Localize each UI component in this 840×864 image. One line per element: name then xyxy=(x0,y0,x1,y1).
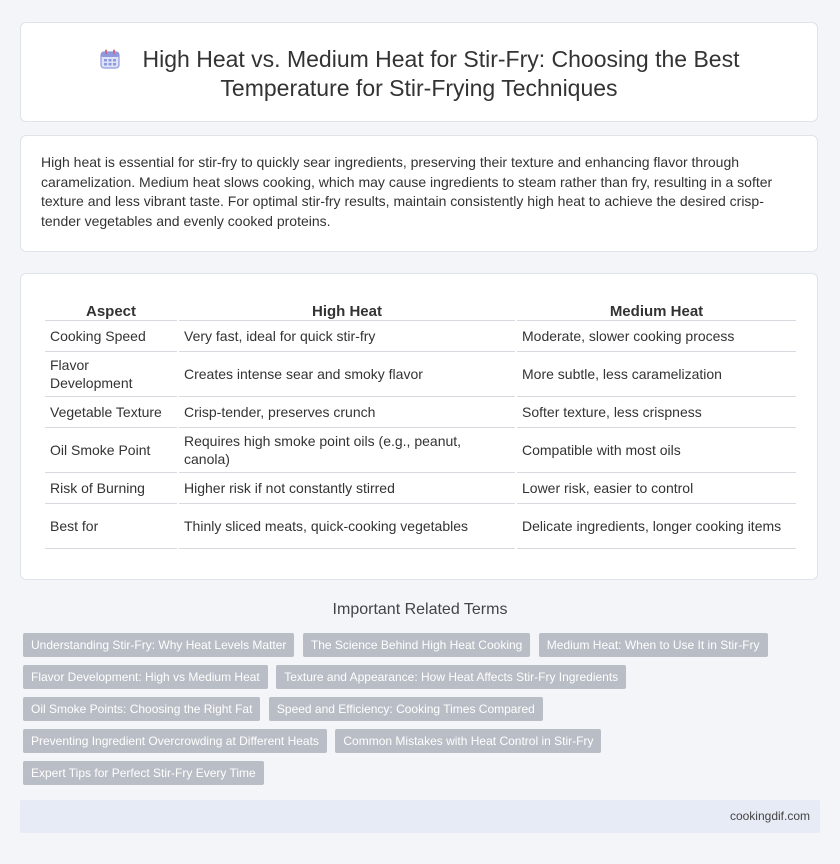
related-term-tag[interactable]: Preventing Ingredient Overcrowding at Different Heats xyxy=(23,729,327,753)
cell-aspect: Cooking Speed xyxy=(45,321,177,352)
page-title xyxy=(21,45,817,103)
footer xyxy=(20,800,820,833)
related-term-tag[interactable]: Understanding Stir-Fry: Why Heat Levels Matter xyxy=(23,633,294,657)
header-medium-heat: Medium Heat xyxy=(517,296,796,321)
cell-high-heat: Thinly sliced meats, quick-cooking vegetables xyxy=(179,504,515,549)
related-term-tag[interactable]: Common Mistakes with Heat Control in Stir-Fry xyxy=(335,729,601,753)
intro-paragraph: High heat is essential for stir-fry to quickly sear ingredients, preserving their texture and enhancing flavor through caramelization. Medium heat slows cooking, which may cause ingredients to steam rather than fry, resulting in a softer texture and less vibrant taste. For optimal stir-fry results, maintain consistently high heat to achieve the desired crisp-tender vegetables and evenly cooked proteins. xyxy=(41,154,773,229)
cell-medium-heat: Delicate ingredients, longer cooking items xyxy=(517,504,796,549)
cell-high-heat: Crisp-tender, preserves crunch xyxy=(179,397,515,428)
table-row xyxy=(45,473,796,504)
calendar-icon xyxy=(99,48,121,70)
related-term-tag[interactable]: Flavor Development: High vs Medium Heat xyxy=(23,665,268,689)
related-term-tag[interactable]: Texture and Appearance: How Heat Affects Stir-Fry Ingredients xyxy=(276,665,626,689)
cell-high-heat: Creates intense sear and smoky flavor xyxy=(179,352,515,397)
related-term-tag[interactable]: Oil Smoke Points: Choosing the Right Fat xyxy=(23,697,260,721)
table-row xyxy=(45,504,796,549)
cell-aspect: Best for xyxy=(45,504,177,549)
cell-medium-heat: More subtle, less caramelization xyxy=(517,352,796,397)
table-row xyxy=(45,428,796,473)
intro-card xyxy=(20,135,818,252)
related-terms-title: Important Related Terms xyxy=(332,601,508,618)
related-term-tag[interactable]: The Science Behind High Heat Cooking xyxy=(303,633,530,657)
cell-aspect: Oil Smoke Point xyxy=(45,428,177,473)
cell-high-heat: Higher risk if not constantly stirred xyxy=(179,473,515,504)
cell-aspect: Risk of Burning xyxy=(45,473,177,504)
page-title-text: High Heat vs. Medium Heat for Stir-Fry: Choosing the Best Temperature for Stir-Frying Techniques xyxy=(142,46,740,101)
comparison-table xyxy=(43,296,798,549)
cell-aspect: Flavor Development xyxy=(45,352,177,397)
cell-medium-heat: Moderate, slower cooking process xyxy=(517,321,796,352)
cell-medium-heat: Softer texture, less crispness xyxy=(517,397,796,428)
table-row xyxy=(45,397,796,428)
cell-high-heat: Requires high smoke point oils (e.g., peanut, canola) xyxy=(179,428,515,473)
table-row xyxy=(45,321,796,352)
comparison-table-card xyxy=(20,273,818,580)
related-terms-list xyxy=(23,633,803,793)
cell-medium-heat: Compatible with most oils xyxy=(517,428,796,473)
cell-medium-heat: Lower risk, easier to control xyxy=(517,473,796,504)
header-card xyxy=(20,22,818,122)
related-term-tag[interactable]: Medium Heat: When to Use It in Stir-Fry xyxy=(539,633,768,657)
related-term-tag[interactable]: Speed and Efficiency: Cooking Times Compared xyxy=(269,697,543,721)
table-row xyxy=(45,352,796,397)
footer-site-link[interactable]: cookingdif.com xyxy=(729,809,810,823)
header-aspect: Aspect xyxy=(45,296,177,321)
cell-aspect: Vegetable Texture xyxy=(45,397,177,428)
related-term-tag[interactable]: Expert Tips for Perfect Stir-Fry Every Time xyxy=(23,761,264,785)
cell-high-heat: Very fast, ideal for quick stir-fry xyxy=(179,321,515,352)
header-high-heat: High Heat xyxy=(179,296,515,321)
table-header-row xyxy=(45,296,796,321)
